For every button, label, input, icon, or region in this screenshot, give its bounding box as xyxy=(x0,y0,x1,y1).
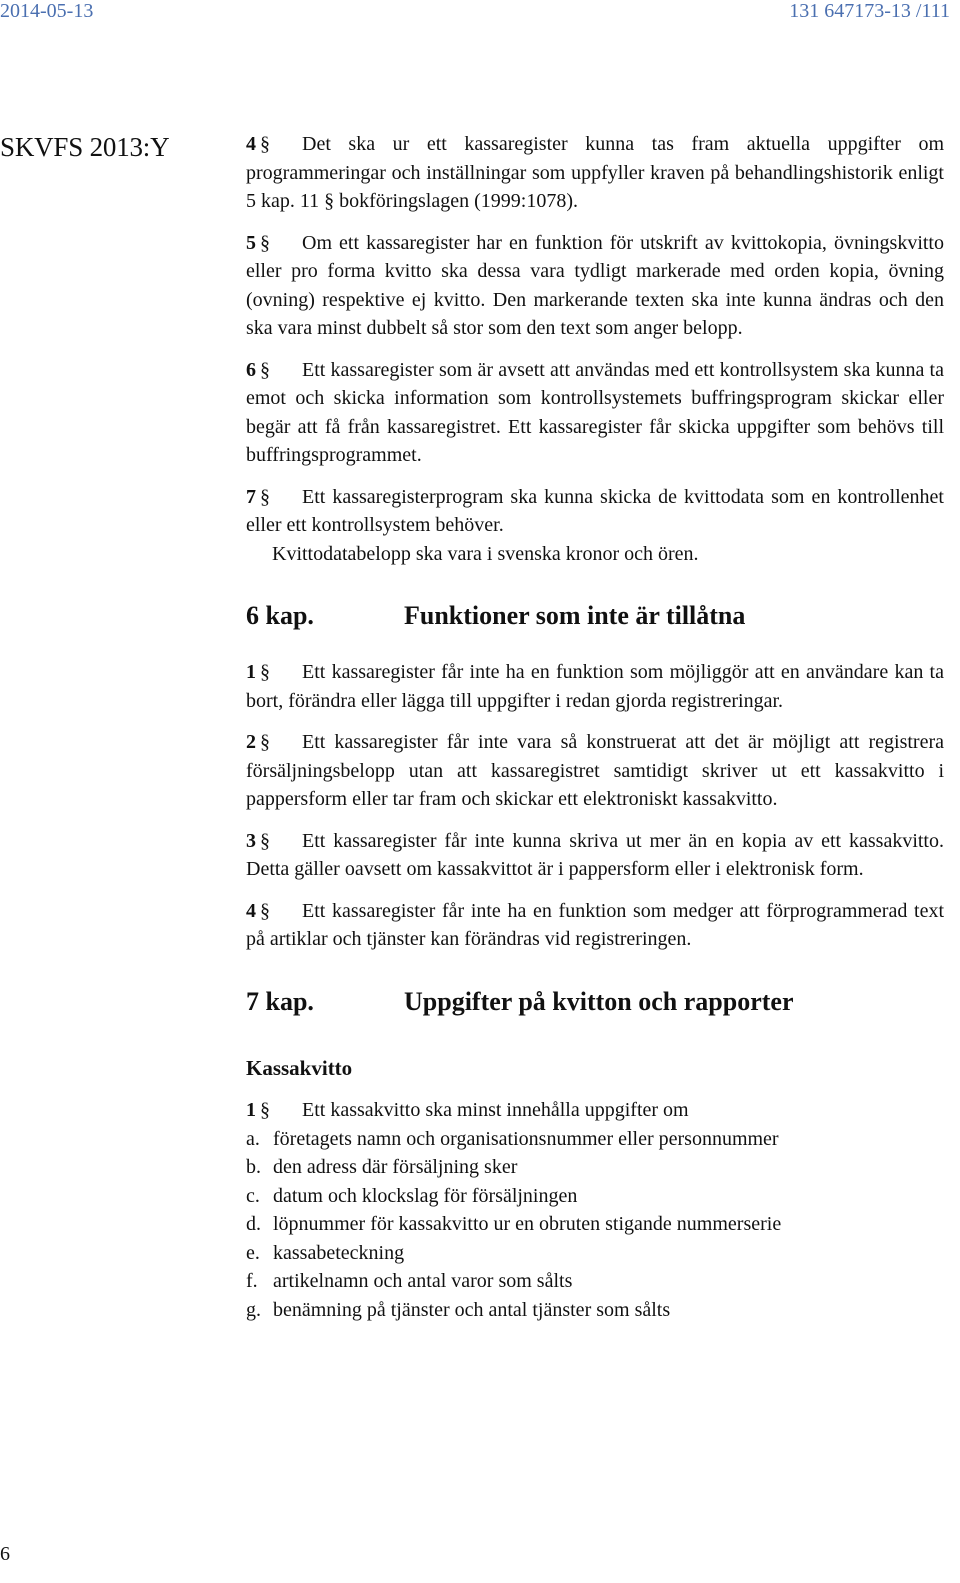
list-item-text: kassabeteckning xyxy=(273,1241,405,1264)
section-sign-icon: § xyxy=(260,661,270,683)
chapter-title: Funktioner som inte är tillåtna xyxy=(404,601,746,630)
document-code: SKVFS 2013:Y xyxy=(0,132,170,162)
section-7 xyxy=(246,483,944,540)
section-text: Ett kassaregisterprogram ska kunna skicka de kvittodata som en kontrollenhet eller ett kontrollsystem behöver. xyxy=(246,485,944,536)
list-marker: d. xyxy=(246,1213,261,1235)
section-6 xyxy=(246,356,944,470)
list-marker: c. xyxy=(246,1184,260,1207)
section-7-extra: Kvittodatabelopp ska vara i svenska kronor och ören. xyxy=(272,542,699,565)
section-sign-icon: § xyxy=(260,1099,270,1121)
list-marker: f. xyxy=(246,1270,258,1292)
chapter-label: 6 kap. xyxy=(246,601,314,630)
section-5 xyxy=(246,229,944,343)
subheading-kassakvitto: Kassakvitto xyxy=(246,1055,353,1080)
list-item-text: datum och klockslag för försäljningen xyxy=(273,1184,578,1207)
list-item xyxy=(246,1153,944,1182)
section-text: Det ska ur ett kassaregister kunna tas fram aktuella uppgifter om programmeringar och inställningar som uppfyller kraven på behandlingshistorik enligt 5 kap. 11 xyxy=(246,133,944,212)
list-item-text: benämning på tjänster och antal tjänster som sålts xyxy=(273,1298,671,1321)
section-text: Ett kassakvitto ska minst innehålla uppgifter om xyxy=(302,1099,689,1121)
chapter-label: 7 kap. xyxy=(246,986,314,1016)
section-sign-icon: § xyxy=(260,358,270,381)
section-sign-icon: § xyxy=(260,829,270,852)
section-text: Ett kassaregister får inte vara så konstruerat att det är möjligt att registrera försäljningsbelopp utan att kassaregistret samtidigt skriver ut ett kassakvitto i pappersform eller tar fram och skickar ett elektroniskt kassakvitto. xyxy=(246,731,944,810)
section-number: 2 xyxy=(246,731,256,753)
list-item-text: löpnummer för kassakvitto ur en obruten stigande nummerserie xyxy=(273,1213,782,1235)
list-item-text: den adress där försäljning sker xyxy=(273,1156,518,1178)
section-text: Ett kassaregister som är avsett att användas med ett kontrollsystem ska kunna ta emot och skicka information som kontrollsystemets buffringsprogram skickar eller begär att få från kassaregistret. Ett kassaregister får skicka uppgifter som behövs till buffringsprogrammet. xyxy=(246,358,944,466)
chapter-6-section-2 xyxy=(246,728,944,814)
section-text-end: bokföringslagen (1999:1078). xyxy=(334,190,578,212)
section-number: 7 xyxy=(246,485,256,508)
section-number: 1 xyxy=(246,661,256,683)
chapter-7-section-1 xyxy=(246,1096,944,1125)
section-sign-icon: § xyxy=(260,731,270,753)
list-item xyxy=(246,1239,944,1268)
header-date: 2014-05-13 xyxy=(0,0,94,22)
list-item xyxy=(246,1210,944,1239)
list-item-text: företagets namn och organisationsnummer eller personnummer xyxy=(273,1127,779,1150)
section-sign-icon: § xyxy=(260,133,270,155)
section-text: Ett kassaregister får inte ha en funktion som medger att förprogrammerad text på artiklar och tjänster kan förändras vid registreringen. xyxy=(246,899,944,950)
page-number: 6 xyxy=(0,1543,10,1565)
list-marker: a. xyxy=(246,1127,260,1150)
section-number: 5 xyxy=(246,231,256,254)
list-marker: g. xyxy=(246,1298,261,1321)
list-marker: b. xyxy=(246,1156,261,1178)
section-text: Ett kassaregister får inte kunna skriva ut mer än en kopia av ett kassakvitto. Detta gäller oavsett om kassakvittot är i pappersform eller i elektronisk form. xyxy=(246,829,944,880)
chapter-7-heading xyxy=(246,988,944,1028)
chapter-6-section-1 xyxy=(246,658,944,715)
section-number: 3 xyxy=(246,829,256,852)
section-sign-icon: § xyxy=(260,485,270,508)
section-4 xyxy=(246,130,944,216)
section-text: Ett kassaregister får inte ha en funktion som möjliggör att en användare kan ta bort, förändra eller lägga till uppgifter i redan gjorda registreringar. xyxy=(246,661,944,712)
list-item-text: artikelnamn och antal varor som sålts xyxy=(273,1270,573,1292)
section-number: 4 xyxy=(246,899,256,922)
chapter-6-section-3 xyxy=(246,827,944,884)
list-item xyxy=(246,1267,944,1296)
chapter-6-heading xyxy=(246,602,944,642)
list-item xyxy=(246,1125,944,1154)
header-reference: 131 647173-13 /111 xyxy=(789,0,950,22)
section-number: 1 xyxy=(246,1099,256,1121)
section-sign-icon: § xyxy=(260,231,270,254)
chapter-6-section-4 xyxy=(246,897,944,954)
section-sign-icon: § xyxy=(324,190,335,212)
receipt-requirements-list xyxy=(246,1125,944,1325)
section-number: 6 xyxy=(246,358,256,381)
section-number: 4 xyxy=(246,133,256,155)
list-item xyxy=(246,1296,944,1325)
list-item xyxy=(246,1182,944,1211)
main-content xyxy=(246,130,944,1324)
section-text: Om ett kassaregister har en funktion för utskrift av kvittokopia, övningskvitto eller pro forma kvitto ska dessa vara tydligt markerade med orden kopia, övning (ovning) respektive ej kvitto. Den markerande texten ska inte kunna ändras och den ska vara minst dubbelt så stor som den text som anger belopp. xyxy=(246,231,944,339)
list-marker: e. xyxy=(246,1241,260,1264)
chapter-title: Uppgifter på kvitton och rapporter xyxy=(404,986,794,1016)
section-sign-icon: § xyxy=(260,899,270,922)
page-header xyxy=(0,0,960,24)
